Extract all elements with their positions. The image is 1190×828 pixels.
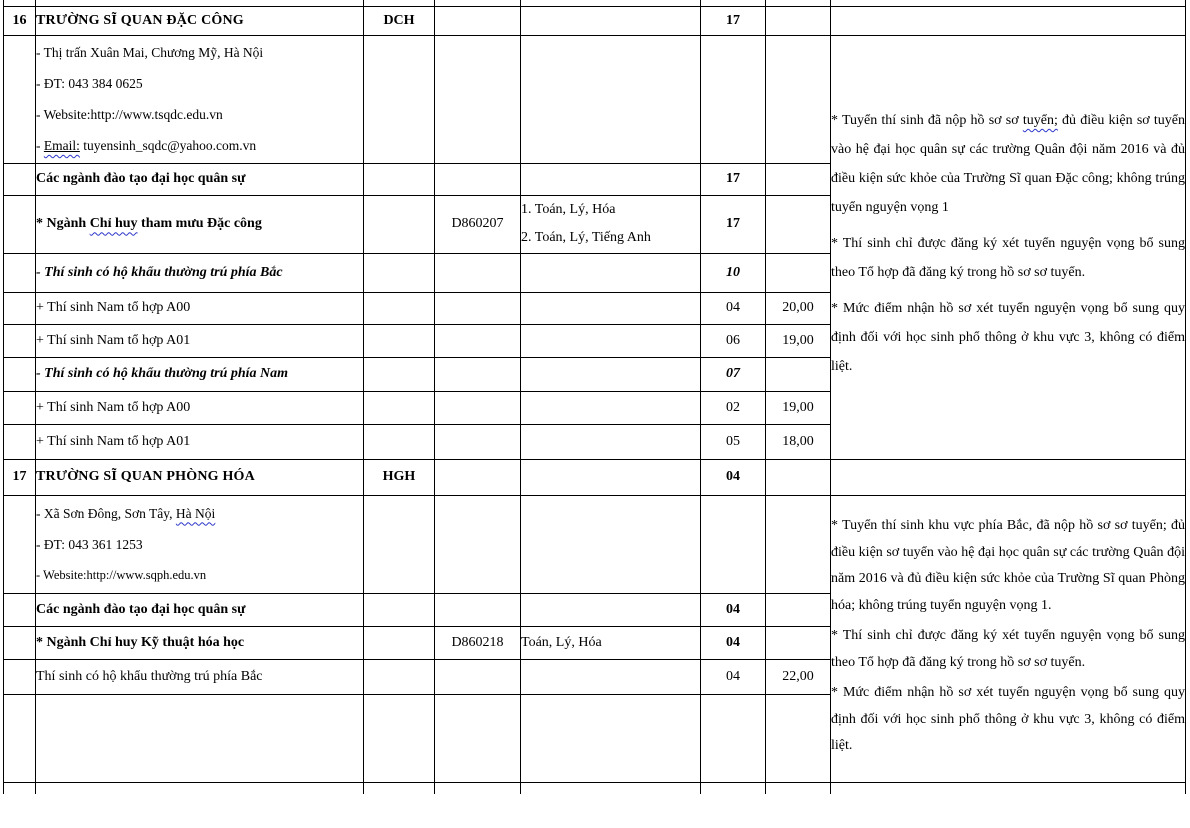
- north16-a00-quota: 04: [701, 292, 766, 324]
- empty-cell: [435, 357, 521, 391]
- school16-code: DCH: [364, 6, 435, 35]
- school17-quota: 04: [701, 459, 766, 495]
- empty-cell: [435, 659, 521, 694]
- subject-combo: Toán, Lý, Hóa: [521, 634, 602, 650]
- address-line: - Thị trấn Xuân Mai, Chương Mỹ, Hà Nội: [36, 45, 264, 60]
- school16-notes: [831, 35, 1186, 459]
- empty-cell: [435, 782, 521, 794]
- empty-cell: [766, 694, 831, 782]
- empty-cell: [364, 324, 435, 357]
- empty-cell: [4, 324, 36, 357]
- empty-cell: [521, 391, 701, 424]
- table-row-school16-address: [4, 35, 1186, 163]
- empty-cell: [766, 357, 831, 391]
- empty-cell: [364, 694, 435, 782]
- region-south16-quota: 07: [701, 357, 766, 391]
- empty-cell: [521, 459, 701, 495]
- empty-cell: [521, 424, 701, 459]
- north16-a01-score: 19,00: [766, 324, 831, 357]
- empty-cell: [831, 782, 1186, 794]
- school16-address: [36, 35, 364, 163]
- empty-cell: [521, 163, 701, 195]
- subject-combo: 2. Toán, Lý, Tiếng Anh: [521, 230, 651, 245]
- empty-cell: [4, 593, 36, 626]
- empty-cell: [701, 694, 766, 782]
- north16-a00-score: 20,00: [766, 292, 831, 324]
- empty-cell: [521, 659, 701, 694]
- empty-cell: [521, 35, 701, 163]
- empty-cell: [521, 324, 701, 357]
- website-line: - Website:http://www.sqph.edu.vn: [36, 567, 207, 582]
- empty-cell: [435, 593, 521, 626]
- admissions-table: [3, 0, 1186, 794]
- major16-quota: 17: [701, 195, 766, 253]
- empty-cell: [36, 782, 364, 794]
- empty-cell: [364, 593, 435, 626]
- region-north16-quota: 10: [701, 253, 766, 292]
- school16-name: TRƯỜNG SĨ QUAN ĐẶC CÔNG: [36, 6, 364, 35]
- empty-cell: [766, 459, 831, 495]
- south16-a01-label: + Thí sinh Nam tổ hợp A01: [36, 424, 364, 459]
- empty-cell: [435, 495, 521, 593]
- school17-address: [36, 495, 364, 593]
- empty-cell: [364, 163, 435, 195]
- empty-cell: [364, 782, 435, 794]
- major17-subjects: [521, 626, 701, 659]
- empty-cell: [4, 391, 36, 424]
- note-paragraph: * Tuyển thí sinh đã nộp hồ sơ sơ tuyển; đủ điều kiện sơ tuyển vào hệ đại học quân sự các trường Quân đội năm 2016 và đủ điều kiện sức khỏe của Trường Sĩ quan Đặc công; không trúng tuyển nguyện vọng 1: [831, 113, 1185, 215]
- south16-a00-quota: 02: [701, 391, 766, 424]
- empty-cell: [521, 694, 701, 782]
- empty-cell: [831, 459, 1186, 495]
- north17-label: Thí sinh có hộ khẩu thường trú phía Bắc: [36, 659, 364, 694]
- empty-cell: [766, 495, 831, 593]
- empty-cell: [364, 195, 435, 253]
- south16-a01-score: 18,00: [766, 424, 831, 459]
- empty-cell: [435, 6, 521, 35]
- empty-cell: [766, 35, 831, 163]
- empty-cell: [435, 163, 521, 195]
- major17-quota: 04: [701, 626, 766, 659]
- group17-quota: 04: [701, 593, 766, 626]
- school16-quota: 17: [701, 6, 766, 35]
- school17-notes: [831, 495, 1186, 782]
- major17-code: D860218: [435, 626, 521, 659]
- empty-cell: [4, 253, 36, 292]
- table-row-school17-address: [4, 495, 1186, 593]
- empty-cell: [4, 626, 36, 659]
- empty-cell: [364, 292, 435, 324]
- note-paragraph: * Tuyển thí sinh khu vực phía Bắc, đã nộp hồ sơ sơ tuyển; đủ điều kiện sơ tuyển vào hệ đại học quân sự các trường Quân đội năm 2016 và đủ điều kiện sức khỏe của Trường Sĩ quan Phòng hóa; không trúng tuyển nguyện vọng 1.: [831, 518, 1185, 613]
- north17-score: 22,00: [766, 659, 831, 694]
- major16-code: D860207: [435, 195, 521, 253]
- empty-cell: [766, 195, 831, 253]
- school17-name: TRƯỜNG SĨ QUAN PHÒNG HÓA: [36, 459, 364, 495]
- empty-cell: [521, 782, 701, 794]
- website-line: - Website:http://www.tsqdc.edu.vn: [36, 107, 223, 122]
- empty-cell: [364, 253, 435, 292]
- empty-cell: [4, 35, 36, 163]
- stt-cell: 16: [4, 6, 36, 35]
- region-south16-label: - Thí sinh có hộ khẩu thường trú phía Nam: [36, 357, 364, 391]
- empty-cell: [766, 253, 831, 292]
- empty-cell: [766, 782, 831, 794]
- school17-code: HGH: [364, 459, 435, 495]
- empty-cell: [435, 292, 521, 324]
- table-row-school16-header: [4, 6, 1186, 35]
- empty-cell: [4, 163, 36, 195]
- empty-cell: [521, 6, 701, 35]
- group16-label: Các ngành đào tạo đại học quân sự: [36, 163, 364, 195]
- table-row-bottom-sliver: [4, 782, 1186, 794]
- empty-cell: [364, 495, 435, 593]
- north17-quota: 04: [701, 659, 766, 694]
- note-paragraph: * Mức điểm nhận hồ sơ xét tuyển nguyện vọng bổ sung quy định đối với học sinh phổ thông ở khu vực 3, không có điểm liệt.: [831, 685, 1185, 754]
- empty-cell: [364, 35, 435, 163]
- empty-cell: [701, 782, 766, 794]
- empty-cell: [435, 391, 521, 424]
- empty-cell: [521, 357, 701, 391]
- empty-cell: [766, 6, 831, 35]
- major16-label: * Ngành Chỉ huy tham mưu Đặc công: [36, 195, 364, 253]
- empty-cell: [521, 593, 701, 626]
- empty-cell: [4, 782, 36, 794]
- empty-cell: [4, 292, 36, 324]
- empty-cell: [4, 357, 36, 391]
- group17-label: Các ngành đào tạo đại học quân sự: [36, 593, 364, 626]
- empty-cell: [701, 35, 766, 163]
- note-paragraph: * Thí sinh chỉ được đăng ký xét tuyển nguyện vọng bổ sung theo Tổ hợp đã đăng ký trong hồ sơ sơ tuyển.: [831, 628, 1185, 670]
- major17-label: * Ngành Chỉ huy Kỹ thuật hóa học: [36, 626, 364, 659]
- empty-cell: [4, 495, 36, 593]
- empty-cell: [364, 357, 435, 391]
- note-paragraph: * Mức điểm nhận hồ sơ xét tuyển nguyện vọng bổ sung quy định đối với học sinh phổ thông ở khu vực 3, không có điểm liệt.: [831, 301, 1185, 374]
- empty-cell: [364, 391, 435, 424]
- empty-cell: [435, 694, 521, 782]
- empty-cell: [435, 459, 521, 495]
- email-label: Email:: [43, 138, 80, 153]
- phone-line: - ĐT: 043 361 1253: [36, 536, 143, 552]
- empty-cell: [4, 424, 36, 459]
- south16-a01-quota: 05: [701, 424, 766, 459]
- empty-cell: [364, 659, 435, 694]
- empty-cell: [4, 659, 36, 694]
- empty-cell: [4, 694, 36, 782]
- north16-a01-quota: 06: [701, 324, 766, 357]
- empty-cell: [521, 253, 701, 292]
- email-line: - Email: tuyensinh_sqdc@yahoo.com.vn: [36, 138, 257, 153]
- subject-combo: 1. Toán, Lý, Hóa: [521, 202, 616, 217]
- empty-cell: [766, 593, 831, 626]
- stt-cell: 17: [4, 459, 36, 495]
- major16-subjects: [521, 195, 701, 253]
- empty-cell: [831, 6, 1186, 35]
- empty-cell: [766, 626, 831, 659]
- phone-line: - ĐT: 043 384 0625: [36, 76, 143, 91]
- empty-cell: [766, 163, 831, 195]
- note-paragraph: * Thí sinh chỉ được đăng ký xét tuyển nguyện vọng bổ sung theo Tổ hợp đã đăng ký trong hồ sơ sơ tuyển.: [831, 236, 1185, 280]
- empty-cell: [364, 626, 435, 659]
- empty-cell: [435, 253, 521, 292]
- empty-cell: [36, 694, 364, 782]
- north16-a00-label: + Thí sinh Nam tổ hợp A00: [36, 292, 364, 324]
- empty-cell: [435, 35, 521, 163]
- empty-cell: [701, 495, 766, 593]
- empty-cell: [4, 195, 36, 253]
- north16-a01-label: + Thí sinh Nam tổ hợp A01: [36, 324, 364, 357]
- empty-cell: [521, 495, 701, 593]
- region-north16-label: - Thí sinh có hộ khẩu thường trú phía Bắc: [36, 253, 364, 292]
- south16-a00-label: + Thí sinh Nam tổ hợp A00: [36, 391, 364, 424]
- address-line: - Xã Sơn Đông, Sơn Tây, Hà Nội: [36, 505, 216, 521]
- table-row-school17-header: [4, 459, 1186, 495]
- south16-a00-score: 19,00: [766, 391, 831, 424]
- empty-cell: [364, 424, 435, 459]
- group16-quota: 17: [701, 163, 766, 195]
- empty-cell: [521, 292, 701, 324]
- empty-cell: [435, 424, 521, 459]
- empty-cell: [435, 324, 521, 357]
